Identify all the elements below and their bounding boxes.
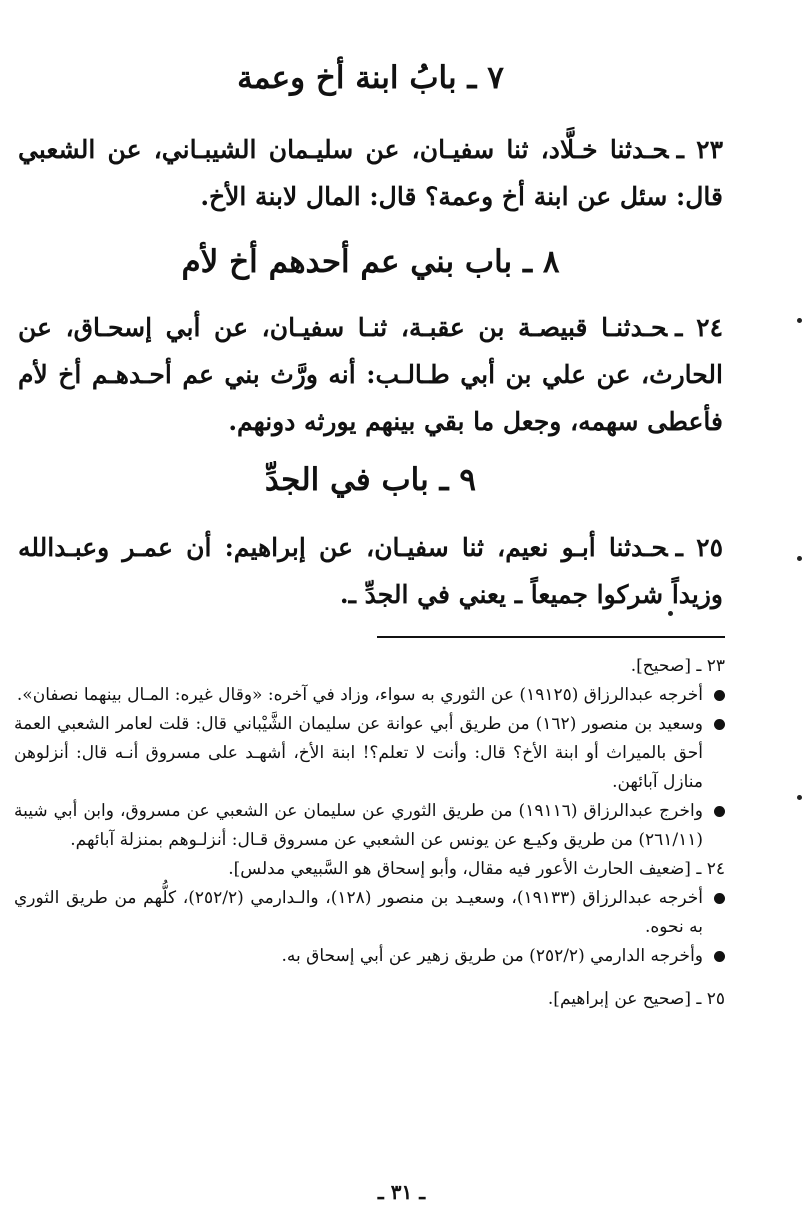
footnote-25-head: ٢٥ ـ [صحيح عن إبراهيم]. bbox=[547, 989, 725, 1009]
scan-speck bbox=[668, 611, 673, 616]
hadith-number: ٢٥ ـ bbox=[675, 533, 723, 562]
footnote-item-text: وأخرجه الدارمي (٢٥٢/٢) من طريق زهير عن أبي إسحاق به. bbox=[281, 946, 703, 966]
footnote-item-text: أخرجه عبدالرزاق (١٩١٢٥) عن الثوري به سواء، وزاد في آخره: «وقال غيره: المـال بينهما نصفان». bbox=[16, 685, 703, 705]
chapter-heading-8: ٨ ـ باب بني عم أحدهم أخ لأم bbox=[181, 244, 560, 280]
bullet-icon bbox=[714, 690, 725, 701]
footnote-item bbox=[14, 681, 725, 710]
footnote-item bbox=[14, 797, 725, 855]
scan-speck bbox=[797, 556, 802, 561]
scan-speck bbox=[797, 795, 802, 800]
scan-speck bbox=[797, 318, 802, 323]
footnote-item-text: واخرج عبدالرزاق (١٩١١٦) من طريق الثوري عن سليمان عن الشعبي عن مسروق، وابن أبي شيبة (٢٦١/١١) من طريق وكيـع عن يونس عن الشعبي عن مسروق قـال: أنزلـوهم بمنزلة آبائهم. bbox=[14, 801, 703, 850]
chapter-heading-9: ٩ ـ باب في الجدِّ bbox=[264, 462, 477, 498]
hadith-number: ٢٣ ـ bbox=[676, 135, 723, 164]
hadith-text: حـدثنا أبـو نعيم، ثنا سفيـان، عن إبراهيم: أن عمـر وعبـدالله وزيداً شركوا جميعاً ـ يعني في الجدِّ ـ. bbox=[18, 533, 723, 609]
footnote-item bbox=[14, 942, 725, 971]
hadith-25 bbox=[18, 524, 723, 618]
bullet-icon bbox=[714, 951, 725, 962]
hadith-text: حـدثنا خـلَّاد، ثنا سفيـان، عن سليـمان الشيبـاني، عن الشعبي قال: سئل عن ابنة أخ وعمة؟ قال: المال لابنة الأخ. bbox=[18, 135, 723, 211]
hadith-text: حـدثنـا قبيصـة بن عقبـة، ثنـا سفيـان، عن أبي إسحـاق، عن الحارث، عن علي بن أبي طـالـب: أنه ورَّث بني عم أحـدهـم أخ لأم فأعطى سهمه، وجعل ما بقي بينهم يورثه دونهم. bbox=[18, 313, 723, 436]
bullet-icon bbox=[714, 719, 725, 730]
footnote-item bbox=[14, 884, 725, 942]
footnotes bbox=[14, 652, 725, 1014]
hadith-23 bbox=[18, 126, 723, 220]
footnote-item-text: أخرجه عبدالرزاق (١٩١٣٣)، وسعيـد بن منصور (١٢٨)، والـدارمي (٢٥٢/٢)، كلُّهم من طريق الثوري به نحوه. bbox=[14, 888, 703, 937]
chapter-heading-7: ٧ ـ بابُ ابنة أخ وعمة bbox=[237, 60, 504, 96]
footnote-24-head: ٢٤ ـ [ضعيف الحارث الأعور فيه مقال، وأبو إسحاق هو السَّبيعي مدلس]. bbox=[228, 859, 725, 879]
footnote-item bbox=[14, 710, 725, 797]
footnote-item-text: وسعيد بن منصور (١٦٢) من طريق أبي عوانة عن سليمان الشَّيْباني قال: قلت لعامر الشعبي العمة أحق بالميراث أو ابنة الأخ؟ قال: وأنت لا تعلم؟! ابنة الأخ، أشهـد على مسروق أنـه قال: أنزلوهن منازل آبائهن. bbox=[14, 714, 703, 792]
bullet-icon bbox=[714, 893, 725, 904]
page-number: ـ ٣١ ـ bbox=[377, 1180, 426, 1204]
bullet-icon bbox=[714, 806, 725, 817]
hadith-24 bbox=[18, 304, 723, 445]
hadith-number: ٢٤ ـ bbox=[675, 313, 723, 342]
footnote-divider bbox=[377, 636, 725, 638]
spacer bbox=[14, 971, 725, 985]
footnote-23-head: ٢٣ ـ [صحيح]. bbox=[630, 656, 725, 676]
